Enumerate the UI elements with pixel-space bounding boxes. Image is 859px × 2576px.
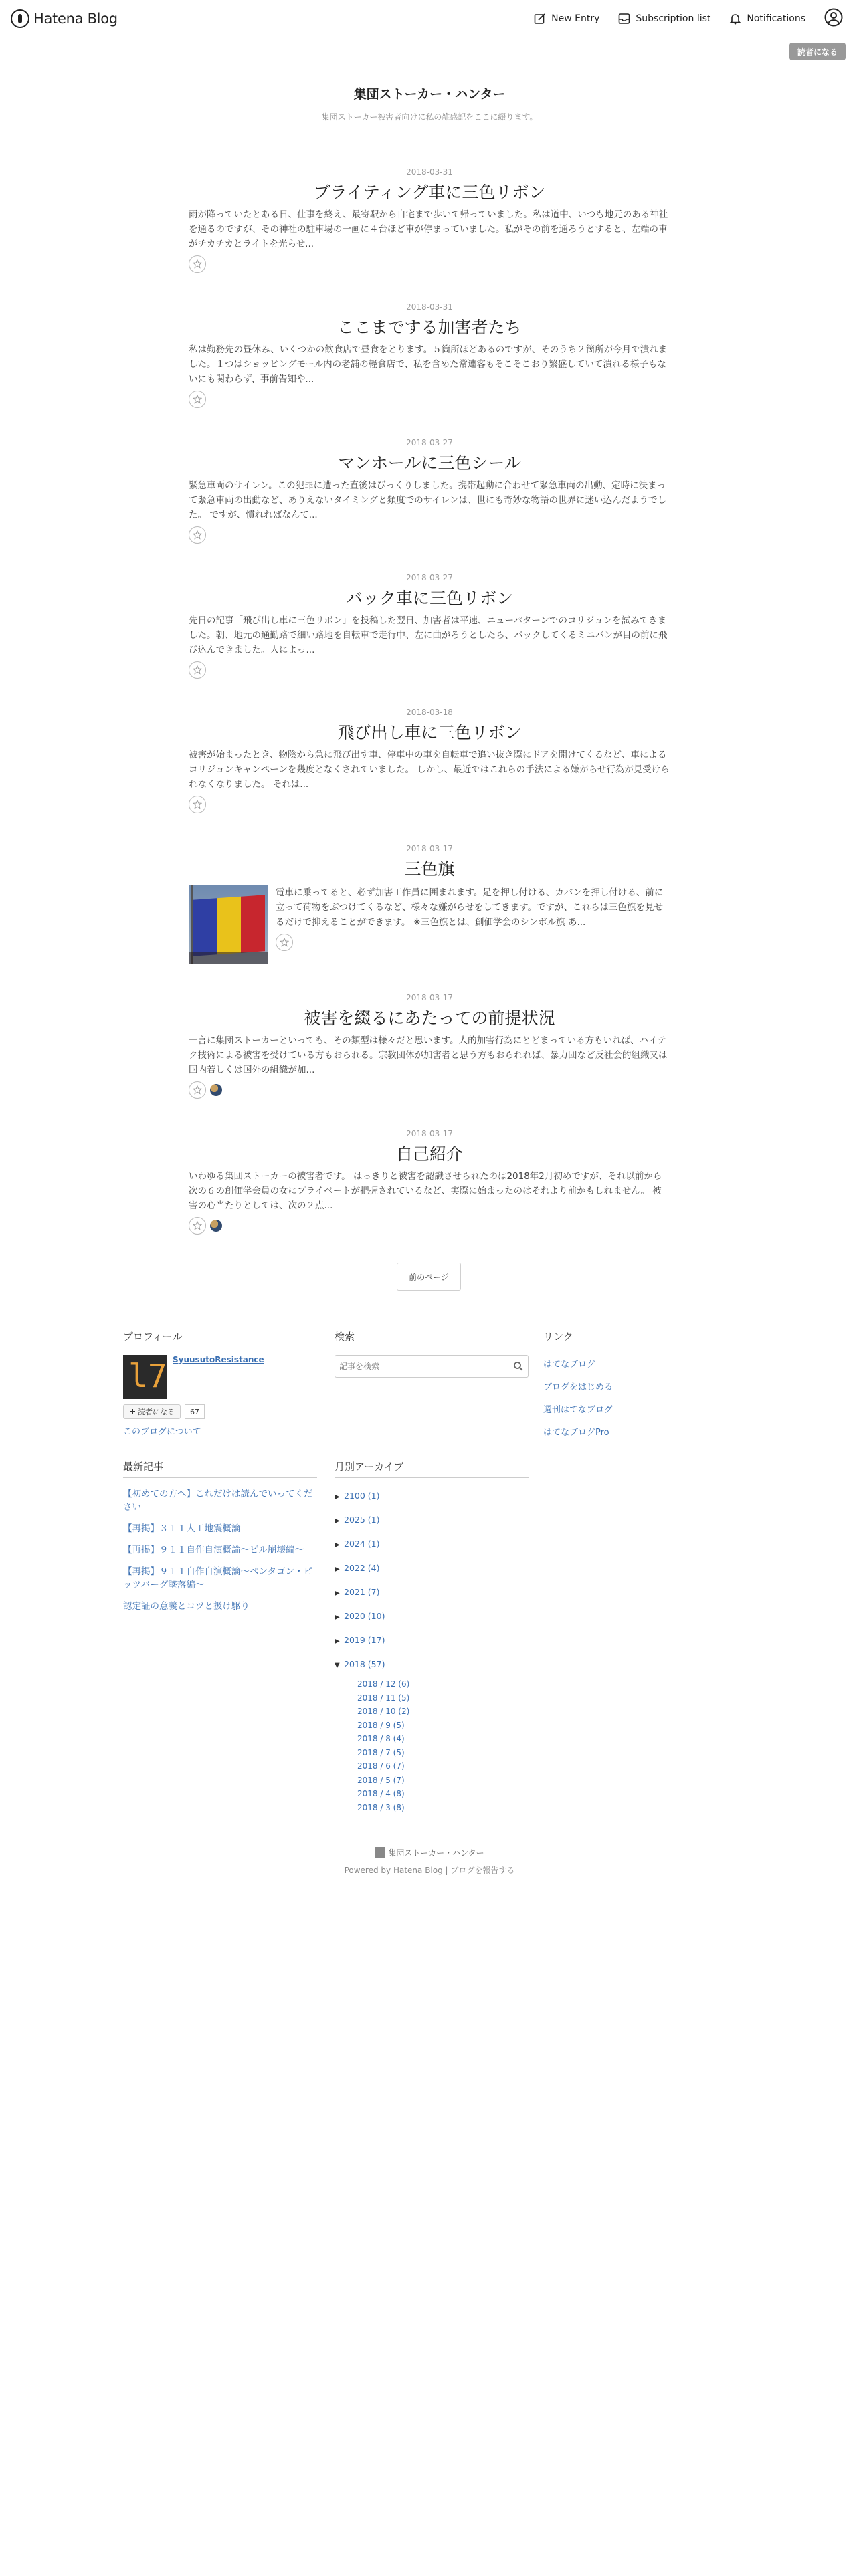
entry [189,573,670,679]
hatena-logo-icon [11,9,29,28]
entry-date: 2018-03-31 [406,167,453,177]
expand-arrow-icon[interactable]: ▶ [335,1541,340,1549]
entry-stars [189,526,670,544]
pencil-square-icon [534,13,546,25]
recent-entry-link[interactable]: 【再掲】３１１人工地震概論 [123,1523,241,1534]
search-module [335,1329,529,1378]
module-title: 最新記事 [123,1459,317,1478]
expand-arrow-icon[interactable]: ▶ [335,1614,340,1621]
entry-title[interactable]: 飛び出し車に三色リボン [337,723,522,742]
archive-year-link[interactable]: 2025 (1) [344,1515,380,1525]
entry-date: 2018-03-17 [406,844,453,853]
star-icon [193,800,202,809]
report-blog-link[interactable]: ブログを報告する [450,1866,515,1875]
link-item[interactable]: 週刊はてなブログ [543,1405,613,1415]
module-title: 月別アーカイブ [335,1459,529,1478]
previous-page-button[interactable]: 前のページ [397,1263,461,1291]
recent-entry-link[interactable]: 認定証の意義とコツと扱け駆り [123,1601,250,1612]
add-star-button[interactable] [189,1217,206,1235]
star-icon [280,938,289,947]
expand-arrow-icon[interactable]: ▶ [335,1638,340,1645]
notifications-button[interactable] [729,13,805,25]
entry [189,302,670,408]
profile-actions [123,1404,317,1419]
new-entry-button[interactable] [534,13,599,25]
entry-stars [189,1217,670,1235]
entry-excerpt: 先日の記事「飛び出し車に三色リボン」を投稿した翌日、加害者は平速、ニューパターンでのコリジョンを試みてきました。朝、地元の通勤路で細い路地を自転車で走行中、左に曲がろうとしたら、バックしてくるミニバンが目の前に飛び込んできました。人によっ... [189,615,668,655]
profile-reader-button[interactable] [123,1404,181,1419]
plus-icon [129,1408,136,1415]
entry-excerpt: 私は勤務先の昼休み、いくつかの飲食店で昼食をとります。５箇所ほどあるのですが、そのうち２箇所が今月で潰れました。１つはショッピングモール内の老舗の軽食店で、私を含めた常連客もそこそこおり繁盛していて潰れる様子もないにも関わらず、事前告知や... [189,344,668,385]
entry-excerpt: 雨が降っていたとある日、仕事を終え、最寄駅から自宅まで歩いて帰っていました。私は道中、いつも地元のある神社を通るのですが、その神社の駐車場の一画に４台ほど車が停まっていました。私がその前を通ろうとすると、左端の車がチカチカとライトを光らせ... [189,209,668,249]
header-nav [534,0,859,37]
link-list [543,1354,737,1444]
archive-year-link[interactable]: 2019 (17) [344,1635,385,1645]
entry-date: 2018-03-27 [406,438,453,447]
add-star-button[interactable] [276,934,293,951]
entry-date: 2018-03-17 [406,993,453,1002]
module-title: プロフィール [123,1329,317,1348]
inbox-icon [618,13,630,25]
search-input[interactable] [339,1362,513,1371]
footer-blog-title [0,1847,859,1858]
entry-excerpt: 電車に乗ってると、必ず加害工作員に囲まれます。足を押し付ける、カバンを押し付ける、前に立って荷物をぶつけてくるなど、様々な嫌がらせをしてきます。ですが、これらは三色旗を見せるだけで抑えることができます。 ※三色旗とは、創価学会のシンボル旗 あ... [276,887,664,928]
collapse-arrow-icon[interactable]: ▼ [335,1662,340,1669]
entry-date: 2018-03-18 [406,708,453,717]
user-avatar-icon [824,8,843,27]
recent-entries-module [123,1459,317,1621]
entry-title[interactable]: 三色旗 [404,859,455,879]
archive-month-link[interactable]: 2018 / 3 (8) [357,1802,405,1812]
expand-arrow-icon[interactable]: ▶ [335,1590,340,1597]
entry-stars [189,796,670,813]
new-entry-label: New Entry [551,13,600,24]
expand-arrow-icon[interactable]: ▶ [335,1517,340,1525]
star-icon [193,1221,202,1230]
add-star-button[interactable] [189,1081,206,1099]
subscribe-reader-button[interactable]: 読者になる [789,43,846,60]
search-icon[interactable] [513,1361,524,1372]
add-star-button[interactable] [189,255,206,273]
profile-row [123,1355,317,1399]
star-icon [193,665,202,675]
archive-year-link[interactable]: 2020 (10) [344,1611,385,1621]
star-icon [193,259,202,269]
star-icon [193,1085,202,1095]
link-item[interactable]: はてなブログ [543,1360,596,1370]
entry [189,167,670,273]
recent-entries-list [123,1487,317,1613]
powered-by-text: Powered by [344,1866,391,1875]
entry-title[interactable]: ここまでする加害者たち [337,318,522,337]
star-icon [193,395,202,404]
user-menu-button[interactable] [824,8,843,29]
archive-month-list [357,1677,529,1814]
archive-month-link[interactable]: 2018 / 7 (5) [357,1747,405,1757]
archive-month-link[interactable]: 2018 / 12 (6) [357,1679,410,1689]
archive-month-link[interactable]: 2018 / 5 (7) [357,1775,405,1785]
archive-month-link[interactable]: 2018 / 10 (2) [357,1707,410,1716]
blog-title[interactable]: 集団ストーカー・ハンター [353,87,506,102]
footer-blog-link[interactable]: 集団ストーカー・ハンター [388,1848,484,1858]
recent-entry-link[interactable]: 【初めての方へ】これだけは読んでいってください [123,1489,313,1513]
blog-favicon-icon [375,1847,385,1858]
hatena-blog-logo[interactable] [11,9,118,28]
footer-powered [0,1864,859,1876]
profile-reader-label: 読者になる [138,1408,175,1416]
global-header [0,0,859,37]
expand-arrow-icon[interactable]: ▶ [335,1493,340,1501]
link-item[interactable]: はてなブログPro [543,1428,609,1438]
star-user-avatar[interactable] [210,1220,222,1232]
recent-entry-link[interactable]: 【再掲】９１１自作自演概論〜ビル崩壊編〜 [123,1545,304,1555]
archive-year-link[interactable]: 2022 (4) [344,1563,380,1573]
hatena-blog-link[interactable]: Hatena Blog [393,1866,443,1875]
archive-year-link[interactable]: 2100 (1) [344,1491,380,1501]
profile-module [123,1329,317,1437]
entry-title[interactable]: ブライティング車に三色リボン [313,183,546,202]
entry-stars [189,661,670,679]
entry-title[interactable]: 自己紹介 [395,1144,463,1164]
entry-stars [189,391,670,408]
entry [189,993,670,1099]
entry-date: 2018-03-31 [406,302,453,312]
add-star-button[interactable] [189,796,206,813]
entry-text [276,885,670,964]
entry-content-with-thumbnail [189,885,670,964]
entry [189,844,670,964]
links-module [543,1329,737,1444]
link-item[interactable]: ブログをはじめる [543,1382,613,1392]
blog-description: 集団ストーカー被害者向けに私の雑感記をここに綴ります。 [321,112,538,122]
star-user-avatar[interactable] [210,1084,222,1096]
archive-month-link[interactable]: 2018 / 11 (5) [357,1693,410,1703]
module-title: リンク [543,1329,737,1348]
entry-thumbnail-flag-image[interactable] [189,885,268,964]
archive-month-link[interactable]: 2018 / 9 (5) [357,1720,405,1730]
notifications-label: Notifications [747,13,805,24]
archive-month-link[interactable]: 2018 / 4 (8) [357,1789,405,1798]
archive-list [335,1485,529,1814]
module-title: 検索 [335,1329,529,1348]
entry-title[interactable]: 被害を綴るにあたっての前提状況 [304,1008,555,1028]
archive-month-link[interactable]: 2018 / 6 (7) [357,1761,405,1771]
entry [189,708,670,813]
entry-stars [189,255,670,273]
archive-month-link[interactable]: 2018 / 8 (4) [357,1734,405,1743]
entry-excerpt: 被害が始まったとき、物陰から急に飛び出す車、停車中の車を自転車で追い抜き際にドアを開けてくるなど、車によるコリジョンキャンペーンを幾度となくされていました。 しかし、最近ではこれらの手法による嫌がらせ行為が見受けられなくなりました。 それは... [189,750,670,790]
entry-title[interactable]: バック車に三色リボン [345,588,513,608]
footer-separator: | [445,1866,448,1875]
entry-date: 2018-03-17 [406,1129,453,1138]
subscription-list-label: Subscription list [636,13,711,24]
entry-excerpt: 緊急車両のサイレン。この犯罪に遭った直後はびっくりしました。携帯起動に合わせて緊急車両の出動、定時に決まって緊急車両の出動など、ありえないタイミングと頻度でのサイレンは、世にも奇妙な物語の世界に迷い込んだようでした。 ですが、慣れればなんて... [189,480,666,520]
entry-stars [276,934,670,951]
logo-text: Hatena Blog [33,11,118,27]
bell-icon [729,13,741,25]
expand-arrow-icon[interactable]: ▶ [335,1566,340,1573]
add-star-button[interactable] [189,661,206,679]
add-star-button[interactable] [189,391,206,408]
archive-year-link[interactable]: 2024 (1) [344,1539,380,1549]
profile-avatar[interactable]: l7 [123,1355,167,1399]
entry-excerpt: 一言に集団ストーカーといっても、その類型は様々だと思います。人的加害行為にとどまっている方もいれば、ハイテク技術による被害を受けている方もおられる。宗教団体が加害者と思う方もおられれば、暴力団など反社会的組織又は国内若しくは国外の組織が加... [189,1035,668,1075]
star-icon [193,530,202,540]
add-star-button[interactable] [189,526,206,544]
entry-date: 2018-03-27 [406,573,453,582]
recent-entry-link[interactable]: 【再掲】９１１自作自演概論〜ペンタゴン・ピッツバーグ墜落編〜 [123,1566,312,1590]
entry [189,1129,670,1235]
reader-count: 67 [185,1404,205,1419]
about-blog-link[interactable]: このブログについて [123,1427,201,1437]
entry-stars [189,1081,670,1099]
entry-excerpt: いわゆる集団ストーカーの被害者です。 はっきりと被害を認識させられたのは2018年2月初めですが、それ以前から次の６の創価学会員の女にプライベートが把握されているなど、実際に始まったのはそれより前かもしれません。 被害の心当たりとしては、次の２点... [189,1171,662,1211]
search-box [335,1355,529,1378]
archive-year-link[interactable]: 2018 (57) [344,1659,385,1669]
entry [189,438,670,544]
profile-name-link[interactable]: SyuusutoResistance [173,1355,264,1364]
archive-module [335,1459,529,1814]
entry-title[interactable]: マンホールに三色シール [337,453,521,473]
subscription-list-button[interactable] [618,13,710,25]
archive-year-link[interactable]: 2021 (7) [344,1587,380,1597]
